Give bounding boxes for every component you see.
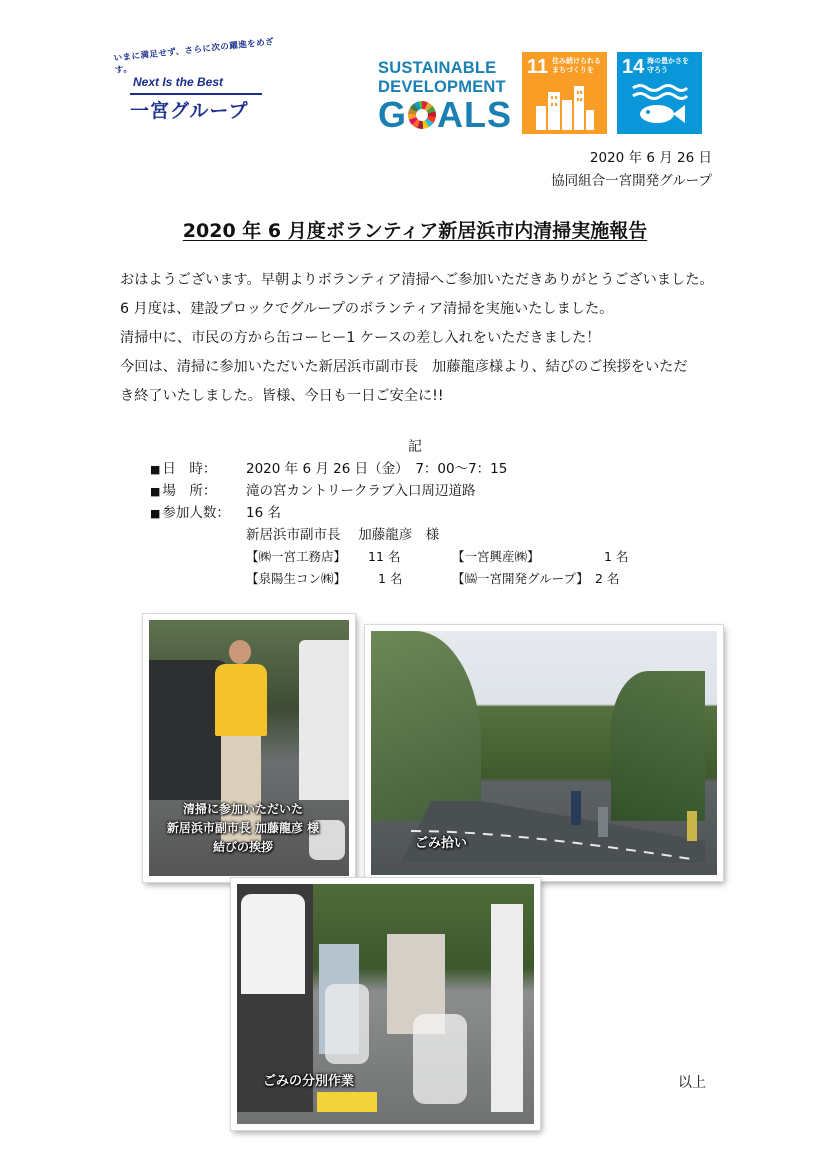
count-label: ■ 参加人数：: [150, 502, 230, 525]
photo-litter-pickup: [365, 625, 723, 881]
company-name: 【㈱一宮工務店】: [246, 549, 347, 564]
body-line: 清掃中に、市民の方から缶コーヒー1 ケースの差し入れをいただきました！: [120, 330, 601, 346]
date-value: 2020 年 6 月 26 日（金） 7：00〜7：15: [246, 461, 508, 477]
photo1-caption: [149, 800, 337, 857]
photo2-caption: ごみ拾い: [415, 836, 468, 851]
photo-sorting: [231, 878, 540, 1130]
photo-car-shape: [299, 640, 349, 800]
caption-line: 清掃に参加いただいた: [182, 802, 303, 816]
body-line: き終了いたしました。皆様、今日も一日ご安全に!!: [120, 388, 444, 404]
logo-company-name: 一宮グループ: [130, 100, 249, 122]
sdg-goal-11: [522, 52, 607, 134]
photo-trash-bag: [325, 984, 369, 1064]
photo-vice-mayor: [143, 614, 355, 882]
place-label: ■ 場 所：: [150, 480, 216, 503]
sdgs-line1: SUSTAINABLE: [378, 59, 497, 77]
logo-slogan: いまに満足せず、さらに次の躍進をめざす。: [113, 37, 275, 76]
photo-person-right: [491, 904, 523, 1112]
body-line: おはようございます。早朝よりボランティア清掃へご参加いただきありがとうございました。: [120, 272, 714, 288]
logo-divider: [130, 93, 262, 95]
sdgs-line3: [378, 94, 513, 135]
company-name: 【㈿一宮開発グループ】: [452, 571, 589, 586]
organization-name: 協同組合一宮開発グループ: [551, 173, 712, 189]
closing-text: 以上: [678, 1075, 706, 1091]
body-line: 6 月度は、建設ブロックでグループのボランティア清掃を実施いたしました。: [120, 301, 614, 317]
guest-name: 新居浜市副市長 加藤龍彦 様: [246, 527, 440, 543]
sdgs-g: G: [378, 94, 408, 135]
company-count: 1 名: [604, 549, 629, 564]
city-buildings-icon: [534, 82, 596, 130]
sdgs-line2: DEVELOPMENT: [378, 77, 506, 96]
body-line: 今回は、清掃に参加いただいた新居浜市副市長 加藤龍彦様より、結びのご挨拶をいただ: [120, 359, 688, 375]
sdgs-logo: [378, 60, 512, 133]
report-date: 2020 年 6 月 26 日: [589, 150, 712, 166]
photo-worker: [571, 791, 581, 825]
goal-11-number: 11: [527, 56, 549, 78]
body-paragraph: [120, 266, 720, 411]
photo-person-head: [229, 640, 251, 664]
photo-yellow-crate: [317, 1092, 377, 1112]
company-count: 1 名: [378, 571, 403, 586]
company-name: 【一宮興産㈱】: [452, 549, 540, 564]
place-value: 滝の宮カントリークラブ入口周辺道路: [246, 483, 476, 499]
ki-heading: 記: [408, 439, 422, 455]
goal-14-number: 14: [622, 56, 645, 78]
sdgs-wheel-icon: [408, 101, 436, 129]
photo3-caption: ごみの分別作業: [263, 1074, 355, 1089]
photo-white-shirt: [241, 894, 305, 994]
photo-trash-bag: [413, 1014, 467, 1104]
company-count: 2 名: [595, 571, 620, 586]
caption-line: 結びの挨拶: [212, 840, 273, 854]
date-label: ■ 日 時：: [150, 458, 216, 481]
sdg-goal-14: [617, 52, 702, 134]
road-markings-icon: [371, 631, 705, 863]
company-count: 11 名: [368, 549, 401, 564]
caption-line: 新居浜市副市長 加藤龍彦 様: [166, 821, 320, 835]
logo-tagline: Next Is the Best: [133, 75, 224, 89]
goal-14-label: 海の豊かさを 守ろう: [647, 58, 689, 74]
company-name: 【泉陽生コン㈱】: [246, 571, 347, 586]
photo-person-shirt: [215, 664, 267, 736]
fish-waves-icon: [631, 82, 689, 128]
sdgs-als: ALS: [437, 94, 513, 135]
page-title: 2020 年 6 月度ボランティア新居浜市内清掃実施報告: [182, 220, 648, 242]
count-value: 16 名: [246, 505, 281, 521]
photo-worker: [687, 811, 697, 841]
goal-11-label: 住み続けられる まちづくりを: [552, 58, 601, 74]
photo-worker: [598, 807, 608, 837]
